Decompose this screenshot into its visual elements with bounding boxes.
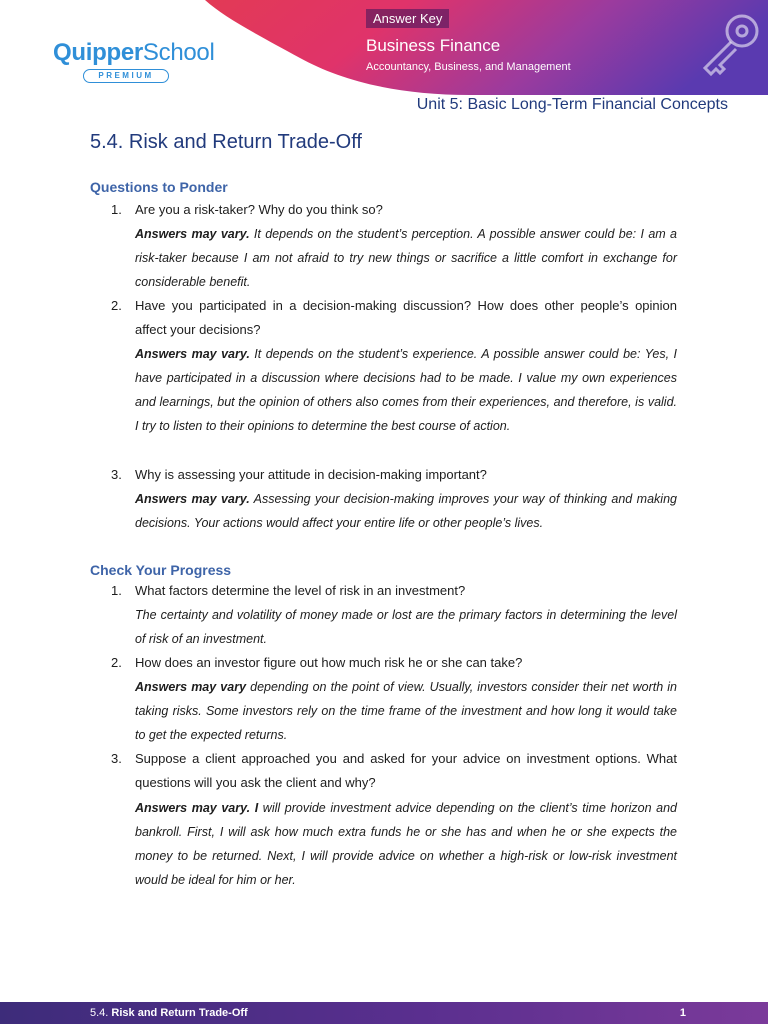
question — [111, 463, 677, 487]
premium-badge: PREMIUM — [83, 69, 169, 83]
question-text: Suppose a client approached you and asked for your advice on investment options. What questions will you ask the client and why? — [135, 751, 677, 790]
question-number: 3. — [111, 751, 122, 766]
unit-title: Unit 5: Basic Long-Term Financial Concepts — [416, 96, 728, 113]
question-text: How does an investor figure out how much risk he or she can take? — [135, 655, 523, 670]
subject-title: Business Finance — [366, 36, 501, 55]
answer-lead: Answers may vary — [135, 680, 247, 694]
section-heading: Check Your Progress — [90, 562, 232, 578]
answer — [135, 603, 677, 651]
question-number: 2. — [111, 298, 122, 313]
question-number: 1. — [111, 583, 122, 598]
answer-text: The certainty and volatility of money made or lost are the primary factors in determining the level of risk of an investment. — [135, 608, 677, 646]
question-number: 2. — [111, 655, 122, 670]
section-heading: Questions to Ponder — [90, 179, 228, 195]
question — [111, 579, 677, 603]
question-number: 1. — [111, 202, 122, 217]
strand-label: Accountancy, Business, and Management — [366, 61, 571, 73]
answer-lead: Answers may vary. — [135, 492, 250, 506]
footer-lesson — [90, 1002, 248, 1024]
answer-text: depending on the point of view. Usually, investors consider their net worth in taking risks. Some investors rely on the time frame of the investment and how long it would take to get the expected returns. — [135, 680, 677, 742]
answer — [135, 796, 677, 892]
question-text: Have you participated in a decision-making discussion? How does other people’s opinion affect your decisions? — [135, 298, 677, 337]
question-number: 3. — [111, 467, 122, 482]
page-footer — [0, 1002, 768, 1024]
answer — [135, 675, 677, 747]
question — [111, 747, 677, 795]
question — [111, 651, 677, 675]
answer — [135, 222, 677, 294]
answer-text: It depends on the student’s perception. A possible answer could be: I am a risk-taker because I am not afraid to try new things or sacrifice a little comfort in exchange for considerable benefit. — [135, 227, 677, 289]
answer-lead: Answers may vary. — [135, 347, 250, 361]
question-text: Why is assessing your attitude in decision-making important? — [135, 467, 487, 482]
logo-sub-text: School — [142, 39, 215, 66]
question-text: Are you a risk-taker? Why do you think so? — [135, 202, 383, 217]
answer-text: will provide investment advice depending on the client’s time horizon and bankroll. First, I will ask how much extra funds he or she has and when he or she expects the money to be returned. Next, I will provide advice on whether a high-risk or low-risk investment would be ideal for him or her. — [135, 801, 677, 887]
answer — [135, 342, 677, 438]
answer-text: Assessing your decision-making improves your way of thinking and making decisions. Your actions would affect your entire life or other people’s lives. — [135, 492, 677, 530]
quipper-school-logo — [53, 40, 215, 83]
answer-lead: Answers may vary. — [135, 227, 250, 241]
lesson-title: 5.4. Risk and Return Trade-Off — [90, 131, 362, 153]
answer-key-label: Answer Key — [366, 9, 449, 28]
footer-lesson-title: Risk and Return Trade-Off — [111, 1007, 248, 1019]
question-text: What factors determine the level of risk in an investment? — [135, 583, 466, 598]
answer-lead: Answers may vary. I — [135, 801, 259, 815]
answer-text: It depends on the student’s experience. A possible answer could be: Yes, I have participated in a discussion where decisions had to be made. I value my own experiences and learnings, but the opinion of others also comes from their experiences, and therefore, is valid. I try to listen to their opinions to determine the best course of action. — [135, 347, 677, 433]
page-number: 1 — [679, 1007, 686, 1019]
logo-main-text: Quipper — [53, 39, 143, 66]
question — [111, 198, 677, 222]
answer — [135, 487, 677, 535]
question — [111, 294, 677, 342]
footer-lesson-number: 5.4. — [90, 1007, 109, 1019]
